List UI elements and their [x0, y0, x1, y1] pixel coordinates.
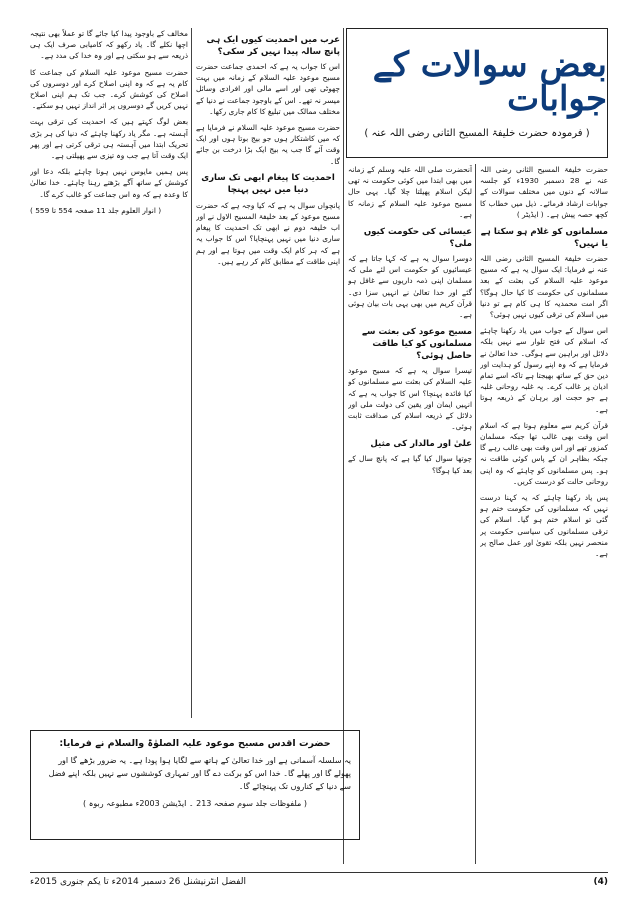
paragraph: دوسرا سوال یہ ہے کہ کہا جاتا ہے کہ عیسائیوں کو حکومت اس لئے ملی کہ مسلمان اپنی ذمہ داریوں سے غافل ہو گئے اور خدا تعالیٰ نے انہیں سزا دی۔ قرآن کریم میں بھی یہی بات بیان ہوئی ہے۔: [348, 254, 472, 320]
paragraph: پانچواں سوال یہ ہے کہ کیا وجہ ہے کہ حضرت مسیح موعود کے بعد خلیفۃ المسیح الاول نے اور اب خلیفہ دوم نے ابھی تک احمدیت کا پیغام ساری دنیا میں نہیں پہنچایا؟ اس کا جواب یہ ہے کہ ہر کام ایک وقت میں ہوتا ہے اور ہم اپنی طاقت کے مطابق کام کر رہے ہیں۔: [196, 200, 340, 266]
quote-body: یہ سلسلہ آسمانی ہے اور خدا تعالیٰ کے ہاتھ سے لگایا ہوا پودا ہے۔ یہ ضرور بڑھے گا اور پھولے گا اور پھلے گا۔ خدا اس کو برکت دے گا اور تمہاری کوششوں سے نہیں بلکہ اپنے فضل سے دنیا کے کناروں تک پہنچائے گا۔: [48, 756, 351, 791]
section-heading: عیسائی کی حکومت کیوں ملی؟: [363, 227, 472, 250]
section-heading: مسلمانوں کو غلام ہو سکتا ہے یا نہیں؟: [480, 227, 608, 250]
quote-heading: حضرت اقدس مسیح موعود علیہ الصلوٰۃ والسلام نے فرمایا:: [59, 738, 331, 749]
page-number: (4): [593, 877, 608, 887]
section-heading: علیٰ اور مالدار کی مثیل: [370, 439, 472, 450]
paragraph: پس ہمیں مایوس نہیں ہونا چاہئے بلکہ دعا اور کوشش کے ساتھ آگے بڑھتے رہنا چاہئے۔ خدا تعالیٰ کا وعدہ ہے کہ وہ اس جماعت کو غالب کرے گا۔: [30, 167, 188, 199]
paragraph: اس کا جواب یہ ہے کہ احمدی جماعت حضرت مسیح موعود علیہ السلام کے زمانہ میں بہت چھوٹی تھی اور اسے مالی اور افرادی وسائل میسر نہ تھے۔ اس کے باوجود جماعت نے دنیا کے مختلف ممالک میں تبلیغ کا کام جاری رکھا۔: [196, 62, 340, 116]
paragraph: تیسرا سوال یہ ہے کہ مسیح موعود علیہ السلام کی بعثت سے مسلمانوں کو کیا فائدہ پہنچا؟ اس کا جواب یہ ہے کہ انہیں ایمان اور یقین کی دولت ملی اور دلائل کے ذریعہ اسلام کی صداقت ثابت ہوئی۔: [348, 366, 472, 432]
publication-line: الفضل انٹرنیشنل 26 دسمبر 2014ء تا یکم جنوری 2015ء: [30, 877, 246, 887]
paragraph: چوتھا سوال کیا گیا ہے کہ پانچ سال کے بعد کیا ہوگا؟: [348, 454, 472, 475]
section-heading: مسیح موعود کی بعثت سے مسلمانوں کو کیا طاقت حاصل ہوئی؟: [362, 327, 472, 362]
column-1: [480, 164, 608, 864]
paragraph: حضرت مسیح موعود علیہ السلام نے فرمایا ہے کہ میں کاشتکار ہوں جو بیج بوتا ہوں اور ایک وقت آئے گا جب یہ بیج ایک بڑا درخت بن جائے گا۔: [196, 123, 340, 166]
footer-rule: [30, 872, 608, 873]
paragraph: بعض لوگ کہتے ہیں کہ احمدیت کی ترقی بہت آہستہ ہے۔ مگر یاد رکھنا چاہئے کہ دنیا کی ہر بڑی تحریک ابتدا میں آہستہ ہی ترقی کرتی ہے اور پھر ایک وقت آتا ہے جب وہ تیزی سے پھیلتی ہے۔: [30, 117, 188, 161]
column-3: [196, 28, 340, 718]
paragraph: مخالف کے باوجود پیدا کیا جائے گا تو عملاً بھی نتیجہ اچھا نکلے گا۔ یاد رکھو کہ کامیابی صرف ایک ہی ذریعہ سے ہو سکتی ہے اور وہ خدا کی مدد ہے۔: [30, 29, 188, 61]
quote-reference: ( ملفوظات جلد سوم صفحہ 213 ۔ ایڈیشن 2003ء مطبوعہ ربوہ ): [83, 799, 307, 808]
intro-paragraph: حضرت خلیفۃ المسیح الثانی رضی اللہ عنہ نے 28 دسمبر 1930ء کو جلسہ سالانہ کے دنوں میں مختلف سوالات کے جوابات ارشاد فرمائے۔ ذیل میں خطاب کا کچھ حصہ پیش ہے۔ ( ایڈیٹر ): [480, 165, 608, 219]
paragraph: حضرت مسیح موعود علیہ السلام کی جماعت کا کام یہ ہے کہ وہ اپنی اصلاح کرے اور دوسروں کی اصلاح کی کوشش کرے۔ جب تک ہم اپنی اصلاح نہیں کریں گے دوسروں پر اثر انداز نہیں ہو سکتے۔: [30, 67, 188, 111]
paragraph: آنحضرت صلی اللہ علیہ وسلم کے زمانہ میں بھی ابتدا میں کوئی حکومت نہ تھی لیکن اسلام پھیلتا چلا گیا۔ یہی حال مسیح موعود علیہ السلام کے زمانہ کا ہے۔: [348, 165, 472, 219]
section-heading: عرب میں احمدیت کیوں ایک ہی پانچ سالہ پیدا نہیں کر سکی؟: [206, 35, 340, 57]
section-heading: احمدیت کا پیغام ابھی تک ساری دنیا میں نہیں پہنچا: [201, 172, 335, 195]
newspaper-page: [30, 28, 608, 868]
reference-citation: ( انوار العلوم جلد 11 صفحہ 554 تا 559 ): [30, 205, 162, 215]
paragraph: قرآن کریم سے معلوم ہوتا ہے کہ اسلام اس وقت بھی غالب تھا جبکہ مسلمان کمزور تھے اور اس وقت بھی غالب رہے گا جبکہ بظاہر ان کے پاس کوئی طاقت نہ ہو۔ پس مسلمانوں کو چاہئے کہ وہ اپنی روحانی حالت کو درست کریں۔: [480, 420, 608, 486]
page-footer: [30, 875, 608, 889]
column-divider: [191, 28, 192, 718]
paragraph: پس یاد رکھنا چاہئے کہ یہ کہنا درست نہیں کہ مسلمانوں کی حکومت ختم ہو گئی تو اسلام ختم ہو گیا۔ اسلام کی ترقی مسلمانوں کی سیاسی حکومت پر منحصر نہیں بلکہ تقویٰ اور عمل صالح پر ہے۔: [480, 493, 608, 559]
column-4: [30, 28, 188, 718]
paragraph: حضرت خلیفۃ المسیح الثانی رضی اللہ عنہ نے فرمایا: ایک سوال یہ ہے کہ مسیح موعود علیہ السلام کی بعثت کے بعد مسلمانوں کی حکومت کا کیا حال ہوگا؟ اگر امت محمدیہ کا ہی کام ہے تو دنیا میں اسلام کی ترقی کیوں نہیں ہوئی؟: [480, 254, 608, 320]
column-2: [348, 164, 472, 864]
page-title: بعض سوالات کے جوابات: [372, 44, 607, 119]
column-divider: [475, 164, 476, 864]
page-subtitle: ( فرمودہ حضرت خلیفۃ المسیح الثانی رضی اللہ عنہ ): [364, 127, 590, 139]
paragraph: اس سوال کے جواب میں یاد رکھنا چاہئے کہ اسلام کی فتح تلوار سے نہیں بلکہ دلائل اور براہین سے ہوگی۔ خدا تعالیٰ نے فرمایا ہے کہ وہ اپنے رسول کو ہدایت اور دین حق کے ساتھ بھیجتا ہے تاکہ اسے تمام ادیان پر غالب کرے۔ یہ غلبہ روحانی غلبہ ہے جو حجت اور برہان کے ذریعہ ہوتا ہے۔: [480, 326, 608, 414]
quote-box: [30, 730, 360, 840]
headline-box: [346, 28, 608, 158]
